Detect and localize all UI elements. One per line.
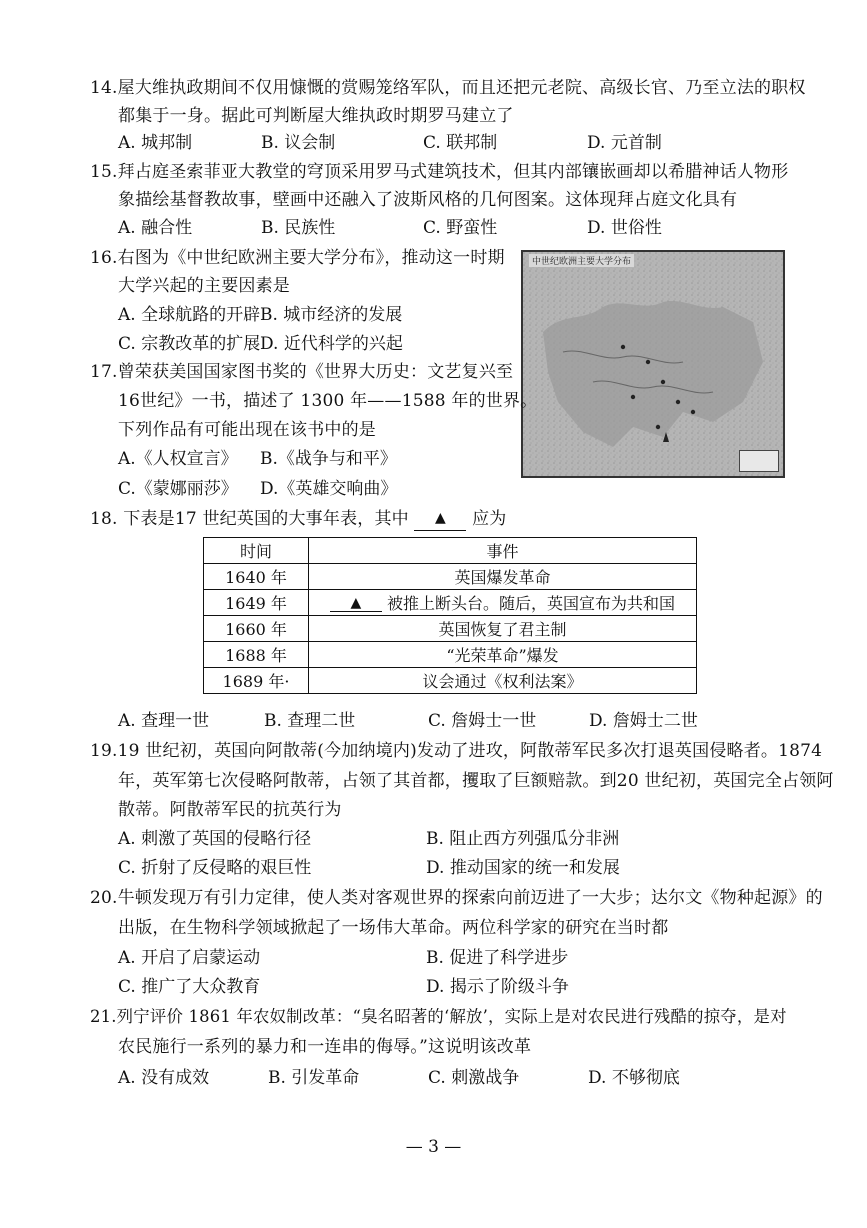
q20-stem-line1: 20.牛顿发现万有引力定律，使人类对客观世界的探索向前迈进了一大步；达尔文《物种起源》的 (90, 888, 823, 908)
q17-option-a[interactable]: A.《人权宣言》 (118, 449, 238, 469)
q15-stem-line1: 15.拜占庭圣索菲亚大教堂的穹顶采用罗马式建筑技术，但其内部镶嵌画却以希腊神话人物形 (90, 162, 789, 182)
q15-option-b[interactable]: B. 民族性 (261, 218, 336, 238)
q17-option-c[interactable]: C.《蒙娜丽莎》 (118, 479, 238, 499)
header-time: 时间 (204, 538, 309, 564)
row-time: 1688 年 (204, 642, 309, 668)
q15-option-a[interactable]: A. 融合性 (118, 218, 193, 238)
q18-option-d[interactable]: D. 詹姆士二世 (589, 711, 698, 731)
q14-option-c[interactable]: C. 联邦制 (423, 133, 498, 153)
table-row (204, 590, 697, 616)
q20-option-d[interactable]: D. 揭示了阶级斗争 (426, 977, 569, 997)
q21-stem-line2: 农民施行一系列的暴力和一连串的侮辱。”这说明该改革 (118, 1037, 532, 1057)
table-header-row (204, 538, 697, 564)
row-event: “光荣革命”爆发 (309, 642, 697, 668)
map-title: 中世纪欧洲主要大学分布 (529, 254, 634, 267)
q15-option-c[interactable]: C. 野蛮性 (423, 218, 498, 238)
q19-option-b[interactable]: B. 阻止西方列强瓜分非洲 (426, 829, 620, 849)
row-time: 1689 年· (204, 668, 309, 694)
q20-option-b[interactable]: B. 促进了科学进步 (426, 948, 569, 968)
q16-stem-line1: 16.右图为《中世纪欧洲主要大学分布》，推动这一时期 (90, 248, 505, 268)
q18-stem-prefix: 18. 下表是17 世纪英国的大事年表，其中 (90, 509, 409, 529)
q19-option-a[interactable]: A. 刺激了英国的侵略行径 (118, 829, 312, 849)
q18-option-a[interactable]: A. 查理一世 (118, 711, 210, 731)
q14-stem-line1: 14.屋大维执政期间不仅用慷慨的赏赐笼络军队，而且还把元老院、高级长官、乃至立法的职权 (90, 78, 806, 98)
row-event-with-blank (309, 590, 697, 616)
q14-option-d[interactable]: D. 元首制 (587, 133, 662, 153)
row-event: 英国爆发革命 (309, 564, 697, 590)
q18-stem (90, 507, 507, 533)
q16-option-d[interactable]: D. 近代科学的兴起 (260, 334, 403, 354)
row-event: 议会通过《权利法案》 (309, 668, 697, 694)
events-table (203, 537, 697, 694)
table-row (204, 564, 697, 590)
q15-stem-line2: 象描绘基督教故事，壁画中还融入了波斯风格的几何图案。这体现拜占庭文化具有 (118, 190, 738, 210)
page-number: — 3 — (405, 1137, 462, 1157)
q21-option-d[interactable]: D. 不够彻底 (588, 1068, 680, 1088)
q19-option-d[interactable]: D. 推动国家的统一和发展 (426, 858, 620, 878)
header-event: 事件 (309, 538, 697, 564)
q18-stem-suffix: 应为 (472, 509, 507, 529)
row-time: 1649 年 (204, 590, 309, 616)
map-illustration (523, 252, 783, 476)
medieval-university-map (521, 250, 785, 478)
q14-option-b[interactable]: B. 议会制 (261, 133, 336, 153)
q17-option-d[interactable]: D.《英雄交响曲》 (260, 479, 398, 499)
table-row (204, 668, 697, 694)
q16-option-a[interactable]: A. 全球航路的开辟 (118, 305, 261, 325)
blank-triangle-icon: ▲ (350, 595, 362, 611)
q14-option-a[interactable]: A. 城邦制 (118, 133, 193, 153)
q16-option-b[interactable]: B. 城市经济的发展 (260, 305, 403, 325)
q20-option-a[interactable]: A. 开启了启蒙运动 (118, 948, 261, 968)
q18-option-c[interactable]: C. 詹姆士一世 (428, 711, 537, 731)
table-row (204, 642, 697, 668)
q17-stem-line2: 16世纪》一书，描述了 1300 年——1588 年的世界。 (118, 391, 538, 411)
map-legend (739, 450, 779, 472)
q16-option-c[interactable]: C. 宗教改革的扩展 (118, 334, 261, 354)
q18-option-b[interactable]: B. 查理二世 (264, 711, 356, 731)
q19-stem-line2: 年，英军第七次侵略阿散蒂，占领了其首都，攫取了巨额赔款。到20 世纪初，英国完全占领阿 (118, 771, 834, 791)
row-time: 1660 年 (204, 616, 309, 642)
q20-stem-line2: 出版，在生物科学领域掀起了一场伟大革命。两位科学家的研究在当时都 (118, 918, 669, 938)
q17-stem-line1: 17.曾荣获美国国家图书奖的《世界大历史：文艺复兴至 (90, 362, 514, 382)
table-row (204, 616, 697, 642)
q21-option-c[interactable]: C. 刺激战争 (428, 1068, 520, 1088)
row-blank (330, 592, 382, 612)
q18-blank (414, 505, 466, 531)
q21-stem-line1: 21.列宁评价 1861 年农奴制改革：“臭名昭著的‘解放’，实际上是对农民进行残酷的掠夺，是对 (90, 1007, 787, 1026)
row-event: 被推上断头台。随后，英国宣布为共和国 (387, 594, 676, 613)
q20-option-c[interactable]: C. 推广了大众教育 (118, 977, 261, 997)
q16-stem-line2: 大学兴起的主要因素是 (118, 276, 290, 296)
q19-stem-line1: 19.19 世纪初，英国向阿散蒂(今加纳境内)发动了进攻，阿散蒂军民多次打退英国侵略者。1874 (90, 741, 823, 761)
row-time: 1640 年 (204, 564, 309, 590)
q17-option-b[interactable]: B.《战争与和平》 (260, 449, 397, 469)
q19-option-c[interactable]: C. 折射了反侵略的艰巨性 (118, 858, 312, 878)
q21-option-a[interactable]: A. 没有成效 (118, 1068, 210, 1088)
q14-stem-line2: 都集于一身。据此可判断屋大维执政时期罗马建立了 (118, 106, 514, 126)
q21-option-b[interactable]: B. 引发革命 (268, 1068, 360, 1088)
q19-stem-line3: 散蒂。阿散蒂军民的抗英行为 (118, 800, 342, 820)
q17-stem-line3: 下列作品有可能出现在该书中的是 (118, 420, 376, 440)
row-event: 英国恢复了君主制 (309, 616, 697, 642)
q15-option-d[interactable]: D. 世俗性 (587, 218, 662, 238)
blank-triangle-icon: ▲ (435, 510, 446, 526)
